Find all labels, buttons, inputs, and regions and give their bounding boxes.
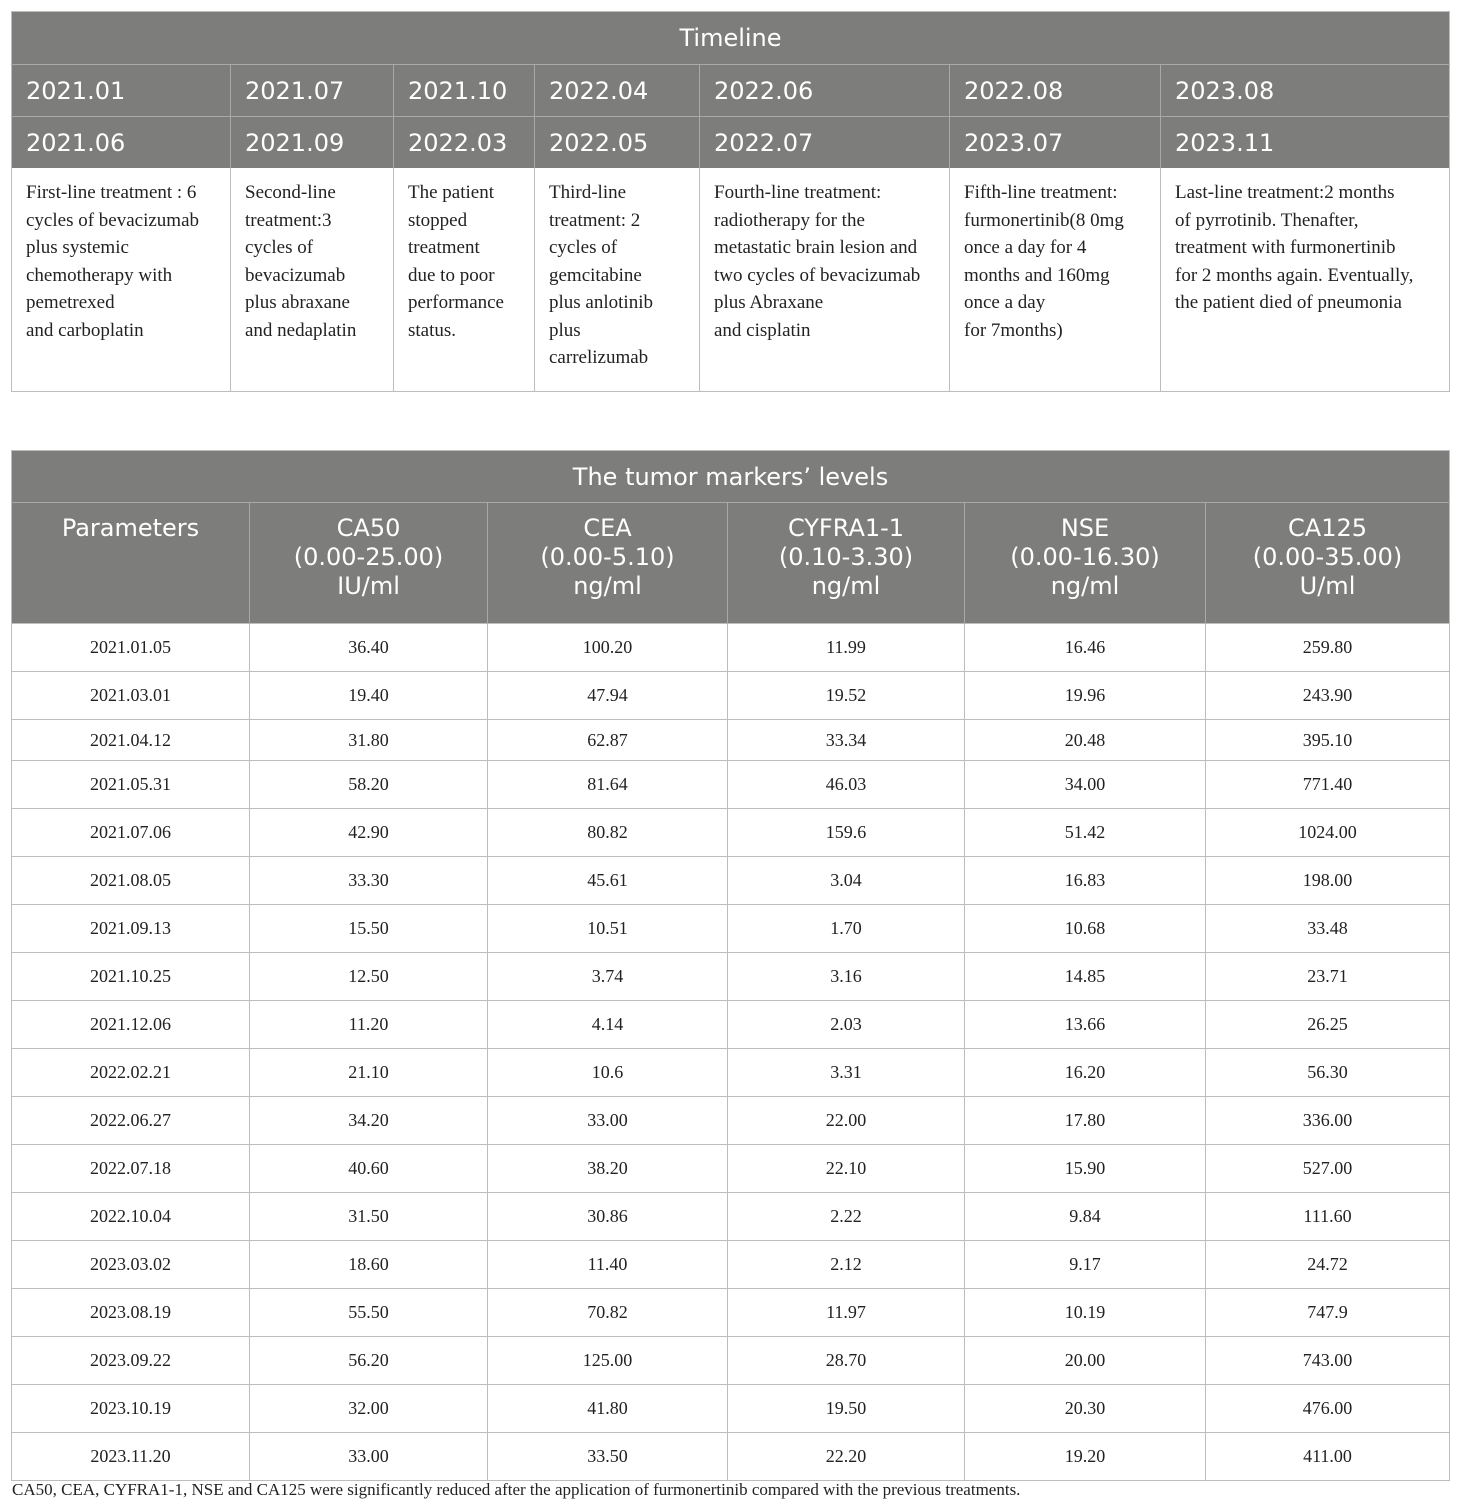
ca50-cell: 58.20 <box>250 761 488 809</box>
cea-cell: 41.80 <box>488 1385 728 1433</box>
period-description: First-line treatment : 6 cycles of bevacizumab plus systemic chemotherapy with pemetrexed and carboplatin <box>26 182 200 341</box>
column-header-ca50: CA50 (0.00-25.00) IU/ml <box>250 503 488 624</box>
period-description: Fifth-line treatment: furmonertinib(8 0mg once a day for 4 months and 160mg once a day for 7months) <box>950 168 1161 392</box>
ca125-cell: 411.00 <box>1206 1433 1450 1481</box>
period-start-date: 2021.10 <box>394 65 535 117</box>
ca125-cell: 527.00 <box>1206 1145 1450 1193</box>
nse-cell: 20.30 <box>965 1385 1206 1433</box>
nse-cell: 9.84 <box>965 1193 1206 1241</box>
period-start-date: 2022.06 <box>700 65 950 117</box>
ca50-cell: 32.00 <box>250 1385 488 1433</box>
cyfra-cell: 2.03 <box>728 1001 965 1049</box>
date-cell: 2022.07.18 <box>12 1145 250 1193</box>
cyfra-cell: 28.70 <box>728 1337 965 1385</box>
period-description: The patient stopped treatment due to poor performance status. <box>394 168 535 392</box>
table-row <box>12 672 1450 720</box>
ca125-cell: 395.10 <box>1206 720 1450 761</box>
cea-cell: 3.74 <box>488 953 728 1001</box>
ca50-cell: 11.20 <box>250 1001 488 1049</box>
nse-cell: 16.20 <box>965 1049 1206 1097</box>
nse-cell: 19.96 <box>965 672 1206 720</box>
table-row <box>12 809 1450 857</box>
timeline-description-row <box>12 168 1450 392</box>
date-cell: 2023.11.20 <box>12 1433 250 1481</box>
table-row <box>12 1001 1450 1049</box>
ca50-cell: 31.80 <box>250 720 488 761</box>
cea-cell: 11.40 <box>488 1241 728 1289</box>
ca50-cell: 12.50 <box>250 953 488 1001</box>
cea-cell: 100.20 <box>488 624 728 672</box>
markers-header-row <box>12 503 1450 624</box>
period-start-date: 2021.01 <box>12 65 231 117</box>
ca125-cell: 743.00 <box>1206 1337 1450 1385</box>
tumor-markers-table <box>11 450 1450 1481</box>
ca125-cell: 476.00 <box>1206 1385 1450 1433</box>
table-row <box>12 1289 1450 1337</box>
nse-cell: 17.80 <box>965 1097 1206 1145</box>
nse-cell: 34.00 <box>965 761 1206 809</box>
ca50-cell: 55.50 <box>250 1289 488 1337</box>
ca125-cell: 33.48 <box>1206 905 1450 953</box>
nse-cell: 16.46 <box>965 624 1206 672</box>
ca125-cell: 111.60 <box>1206 1193 1450 1241</box>
ca50-cell: 36.40 <box>250 624 488 672</box>
nse-cell: 9.17 <box>965 1241 1206 1289</box>
cea-cell: 81.64 <box>488 761 728 809</box>
ca125-cell: 198.00 <box>1206 857 1450 905</box>
cea-cell: 38.20 <box>488 1145 728 1193</box>
column-header-parameters: Parameters <box>12 503 250 624</box>
table-row <box>12 624 1450 672</box>
nse-cell: 20.00 <box>965 1337 1206 1385</box>
ca125-cell: 24.72 <box>1206 1241 1450 1289</box>
ca50-cell: 31.50 <box>250 1193 488 1241</box>
nse-cell: 20.48 <box>965 720 1206 761</box>
timeline-table <box>11 11 1450 392</box>
table-row <box>12 953 1450 1001</box>
period-end-date: 2023.11 <box>1161 117 1450 169</box>
date-cell: 2022.10.04 <box>12 1193 250 1241</box>
cea-cell: 62.87 <box>488 720 728 761</box>
date-cell: 2023.03.02 <box>12 1241 250 1289</box>
cyfra-cell: 11.97 <box>728 1289 965 1337</box>
nse-cell: 51.42 <box>965 809 1206 857</box>
period-description: Fourth-line treatment: radiotherapy for the metastatic brain lesion and two cycles of bevacizumab plus Abraxane and cisplatin <box>700 168 950 392</box>
table-row <box>12 761 1450 809</box>
ca50-cell: 18.60 <box>250 1241 488 1289</box>
ca125-cell: 336.00 <box>1206 1097 1450 1145</box>
date-cell: 2021.04.12 <box>12 720 250 761</box>
ca125-cell: 747.9 <box>1206 1289 1450 1337</box>
ca50-cell: 33.30 <box>250 857 488 905</box>
cyfra-cell: 22.20 <box>728 1433 965 1481</box>
period-end-date: 2021.06 <box>12 117 231 169</box>
date-cell: 2021.01.05 <box>12 624 250 672</box>
period-start-date: 2021.07 <box>231 65 394 117</box>
cea-cell: 10.51 <box>488 905 728 953</box>
nse-cell: 13.66 <box>965 1001 1206 1049</box>
cyfra-cell: 2.12 <box>728 1241 965 1289</box>
cea-cell: 125.00 <box>488 1337 728 1385</box>
period-end-date: 2021.09 <box>231 117 394 169</box>
ca125-cell: 26.25 <box>1206 1001 1450 1049</box>
cea-cell: 80.82 <box>488 809 728 857</box>
date-cell: 2023.10.19 <box>12 1385 250 1433</box>
ca125-cell: 243.90 <box>1206 672 1450 720</box>
cyfra-cell: 19.50 <box>728 1385 965 1433</box>
table-footnote: CA50, CEA, CYFRA1-1, NSE and CA125 were significantly reduced after the application of furmonertinib compared with the previous treatments. <box>12 1480 1021 1499</box>
period-end-date: 2023.07 <box>950 117 1161 169</box>
cyfra-cell: 3.16 <box>728 953 965 1001</box>
nse-cell: 15.90 <box>965 1145 1206 1193</box>
table-row <box>12 720 1450 761</box>
ca125-cell: 1024.00 <box>1206 809 1450 857</box>
table-row <box>12 905 1450 953</box>
cea-cell: 70.82 <box>488 1289 728 1337</box>
cea-cell: 4.14 <box>488 1001 728 1049</box>
date-cell: 2021.10.25 <box>12 953 250 1001</box>
cyfra-cell: 3.04 <box>728 857 965 905</box>
date-cell: 2023.09.22 <box>12 1337 250 1385</box>
date-cell: 2023.08.19 <box>12 1289 250 1337</box>
date-cell: 2021.07.06 <box>12 809 250 857</box>
column-header-ca125: CA125 (0.00-35.00) U/ml <box>1206 503 1450 624</box>
date-cell: 2021.05.31 <box>12 761 250 809</box>
ca125-cell: 771.40 <box>1206 761 1450 809</box>
column-header-cea: CEA (0.00-5.10) ng/ml <box>488 503 728 624</box>
cyfra-cell: 2.22 <box>728 1193 965 1241</box>
cea-cell: 47.94 <box>488 672 728 720</box>
date-cell: 2022.06.27 <box>12 1097 250 1145</box>
table-row <box>12 1241 1450 1289</box>
table-row <box>12 857 1450 905</box>
timeline-end-row <box>12 117 1450 169</box>
timeline-title: Timeline <box>12 12 1450 65</box>
cyfra-cell: 33.34 <box>728 720 965 761</box>
date-cell: 2021.12.06 <box>12 1001 250 1049</box>
nse-cell: 10.68 <box>965 905 1206 953</box>
period-end-date: 2022.05 <box>535 117 700 169</box>
ca50-cell: 33.00 <box>250 1433 488 1481</box>
ca50-cell: 19.40 <box>250 672 488 720</box>
nse-cell: 19.20 <box>965 1433 1206 1481</box>
table-row <box>12 1049 1450 1097</box>
cea-cell: 10.6 <box>488 1049 728 1097</box>
ca125-cell: 56.30 <box>1206 1049 1450 1097</box>
cyfra-cell: 22.10 <box>728 1145 965 1193</box>
ca125-cell: 23.71 <box>1206 953 1450 1001</box>
period-description: Second-line treatment:3 cycles of bevacizumab plus abraxane and nedaplatin <box>231 168 394 392</box>
nse-cell: 10.19 <box>965 1289 1206 1337</box>
ca125-cell: 259.80 <box>1206 624 1450 672</box>
nse-cell: 16.83 <box>965 857 1206 905</box>
table-row <box>12 1433 1450 1481</box>
cyfra-cell: 159.6 <box>728 809 965 857</box>
cyfra-cell: 1.70 <box>728 905 965 953</box>
cyfra-cell: 46.03 <box>728 761 965 809</box>
ca50-cell: 40.60 <box>250 1145 488 1193</box>
ca50-cell: 34.20 <box>250 1097 488 1145</box>
table-row <box>12 1145 1450 1193</box>
period-start-date: 2022.08 <box>950 65 1161 117</box>
date-cell: 2021.08.05 <box>12 857 250 905</box>
period-description: Third-line treatment: 2 cycles of gemcitabine plus anlotinib plus carrelizumab <box>535 168 700 392</box>
cea-cell: 33.00 <box>488 1097 728 1145</box>
ca50-cell: 21.10 <box>250 1049 488 1097</box>
nse-cell: 14.85 <box>965 953 1206 1001</box>
cea-cell: 33.50 <box>488 1433 728 1481</box>
date-cell: 2022.02.21 <box>12 1049 250 1097</box>
date-cell: 2021.03.01 <box>12 672 250 720</box>
period-end-date: 2022.03 <box>394 117 535 169</box>
ca50-cell: 42.90 <box>250 809 488 857</box>
period-description: Last-line treatment:2 months of pyrrotinib. Thenafter, treatment with furmonertinib for 2 months again. Eventually, the patient died of pneumonia <box>1161 168 1450 392</box>
date-cell: 2021.09.13 <box>12 905 250 953</box>
cyfra-cell: 3.31 <box>728 1049 965 1097</box>
cyfra-cell: 19.52 <box>728 672 965 720</box>
period-start-date: 2022.04 <box>535 65 700 117</box>
cea-cell: 30.86 <box>488 1193 728 1241</box>
column-header-nse: NSE (0.00-16.30) ng/ml <box>965 503 1206 624</box>
markers-body <box>12 624 1450 1481</box>
table-row <box>12 1337 1450 1385</box>
cyfra-cell: 11.99 <box>728 624 965 672</box>
column-header-cyfra: CYFRA1-1 (0.10-3.30) ng/ml <box>728 503 965 624</box>
cea-cell: 45.61 <box>488 857 728 905</box>
markers-title: The tumor markers’ levels <box>12 451 1450 503</box>
table-row <box>12 1193 1450 1241</box>
timeline-start-row <box>12 65 1450 117</box>
ca50-cell: 56.20 <box>250 1337 488 1385</box>
table-row <box>12 1097 1450 1145</box>
ca50-cell: 15.50 <box>250 905 488 953</box>
cyfra-cell: 22.00 <box>728 1097 965 1145</box>
period-start-date: 2023.08 <box>1161 65 1450 117</box>
table-row <box>12 1385 1450 1433</box>
period-end-date: 2022.07 <box>700 117 950 169</box>
